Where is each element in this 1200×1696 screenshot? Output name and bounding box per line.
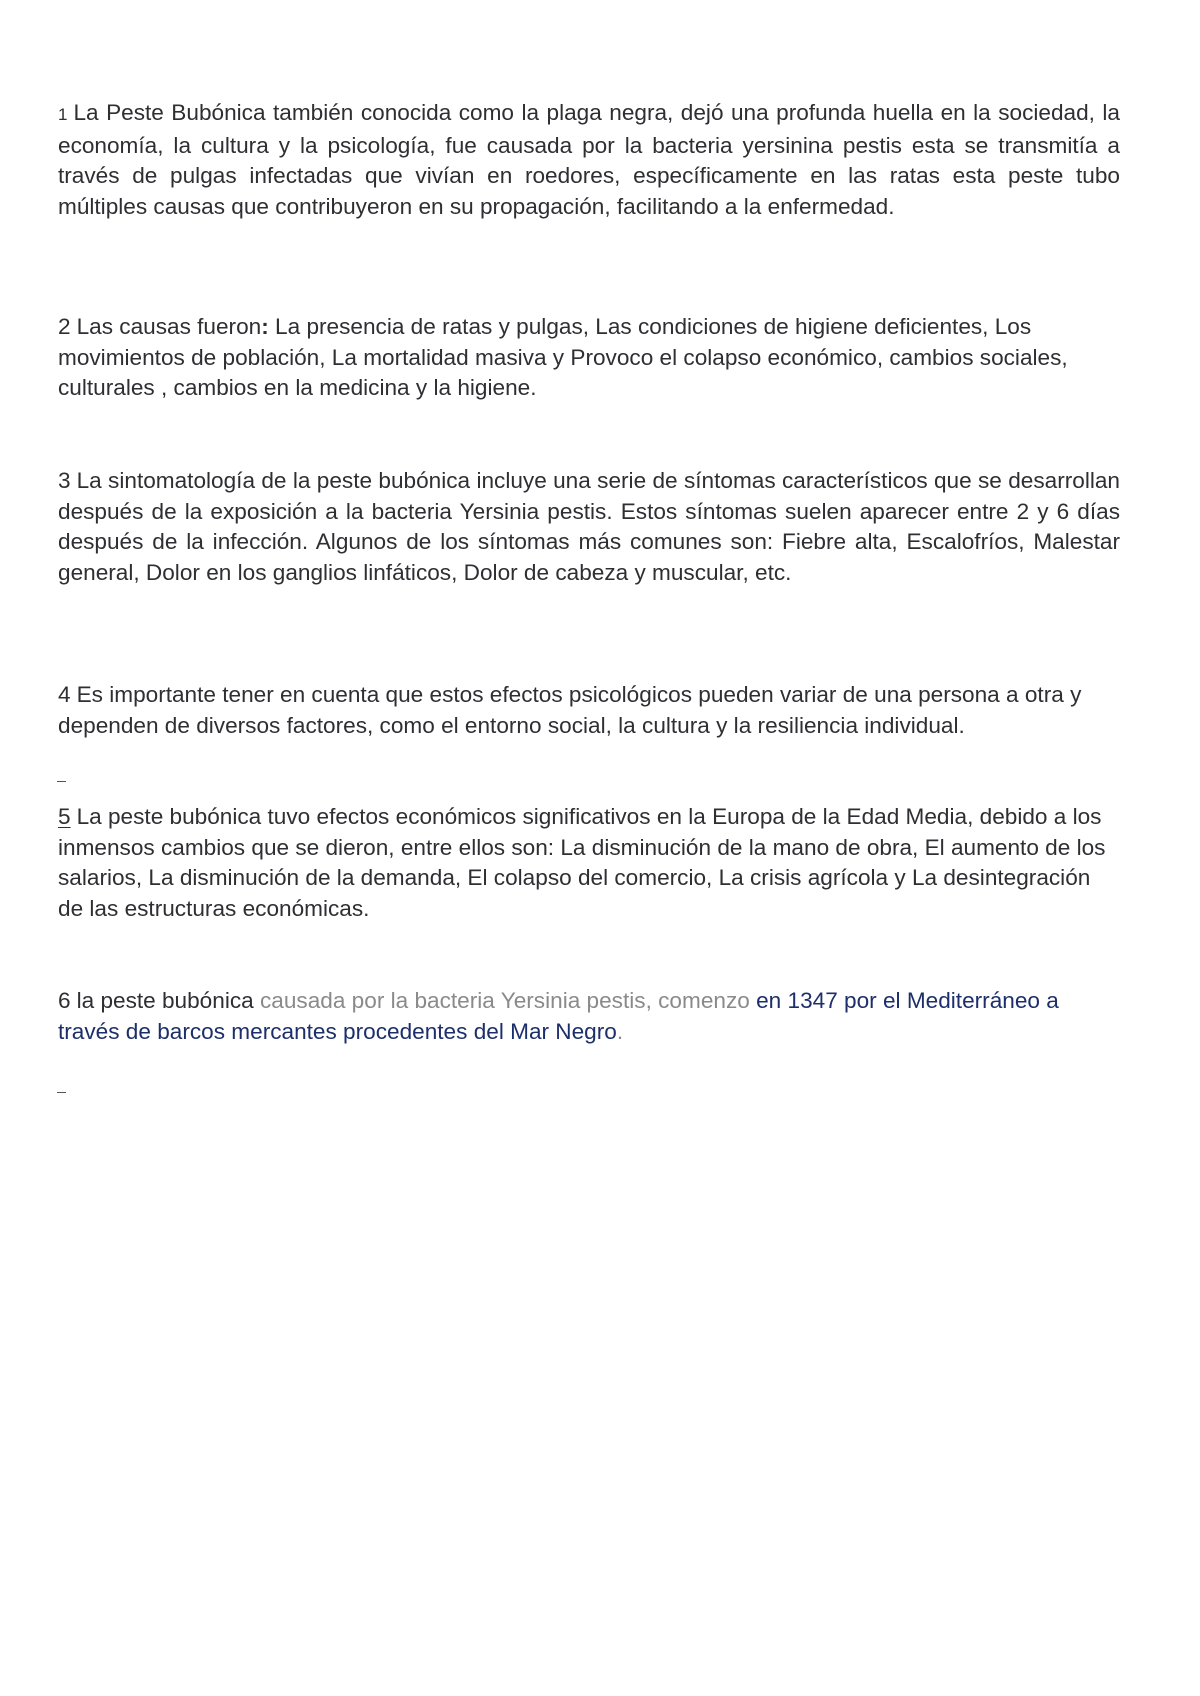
paragraph-3 xyxy=(58,466,1120,588)
paragraph-2 xyxy=(58,312,1120,404)
paragraph-3-text: La sintomatología de la peste bubónica incluye una serie de síntomas característicos que se desarrollan después de la exposición a la bacteria Yersinia pestis. Estos síntomas suelen aparecer entre 2 y 6 días después de la infección. Algunos de los síntomas más comunes son: Fiebre alta, Escalofríos, Malestar general, Dolor en los ganglios linfáticos, Dolor de cabeza y muscular, etc. xyxy=(58,468,1120,585)
paragraph-2-text: La presencia de ratas y pulgas, Las condiciones de higiene deficientes, Los movimientos de población, La mortalidad masiva y Provoco el colapso económico, cambios sociales, culturales , cambios en la medicina y la higiene. xyxy=(58,314,1068,400)
paragraph-3-number: 3 xyxy=(58,468,71,493)
empty-line-marker-2 xyxy=(57,1092,66,1093)
paragraph-6-number: 6 xyxy=(58,988,71,1013)
paragraph-6 xyxy=(58,986,1120,1047)
paragraph-6-part2: causada por la bacteria Yersinia pestis, comenzo xyxy=(259,988,750,1013)
paragraph-4-number: 4 xyxy=(58,682,71,707)
paragraph-6-part4: . xyxy=(616,1018,624,1044)
paragraph-2-lead: Las causas fueron xyxy=(76,314,262,339)
paragraph-2-colon: : xyxy=(261,314,269,339)
paragraph-1 xyxy=(58,98,1120,222)
paragraph-2-number: 2 xyxy=(58,314,71,339)
paragraph-5-number: 5 xyxy=(58,804,71,829)
paragraph-4-text: Es importante tener en cuenta que estos efectos psicológicos pueden variar de una persona a otra y dependen de diversos factores, como el entorno social, la cultura y la resiliencia individual. xyxy=(58,682,1082,738)
paragraph-5-text: La peste bubónica tuvo efectos económicos significativos en la Europa de la Edad Media, debido a los inmensos cambios que se dieron, entre ellos son: La disminución de la mano de obra, El aumento de los salarios, La disminución de la demanda, El colapso del comercio, La crisis agrícola y La desintegración de las estructuras económicas. xyxy=(58,804,1106,921)
paragraph-1-number: 1 xyxy=(58,105,68,124)
paragraph-6-part1: la peste bubónica xyxy=(76,988,254,1013)
paragraph-6-part3: en 1347 por el Mediterráneo a través de barcos mercantes procedentes del Mar Negro xyxy=(58,988,1059,1044)
paragraph-4 xyxy=(58,680,1120,741)
paragraph-5 xyxy=(58,802,1120,924)
paragraph-1-text: La Peste Bubónica también conocida como la plaga negra, dejó una profunda huella en la sociedad, la economía, la cultura y la psicología, fue causada por la bacteria yersinina pestis esta se transmitía a través de pulgas infectadas que vivían en roedores, específicamente en las ratas esta peste tubo múltiples causas que contribuyeron en su propagación, facilitando a la enfermedad. xyxy=(58,100,1120,219)
empty-line-marker xyxy=(57,781,66,782)
